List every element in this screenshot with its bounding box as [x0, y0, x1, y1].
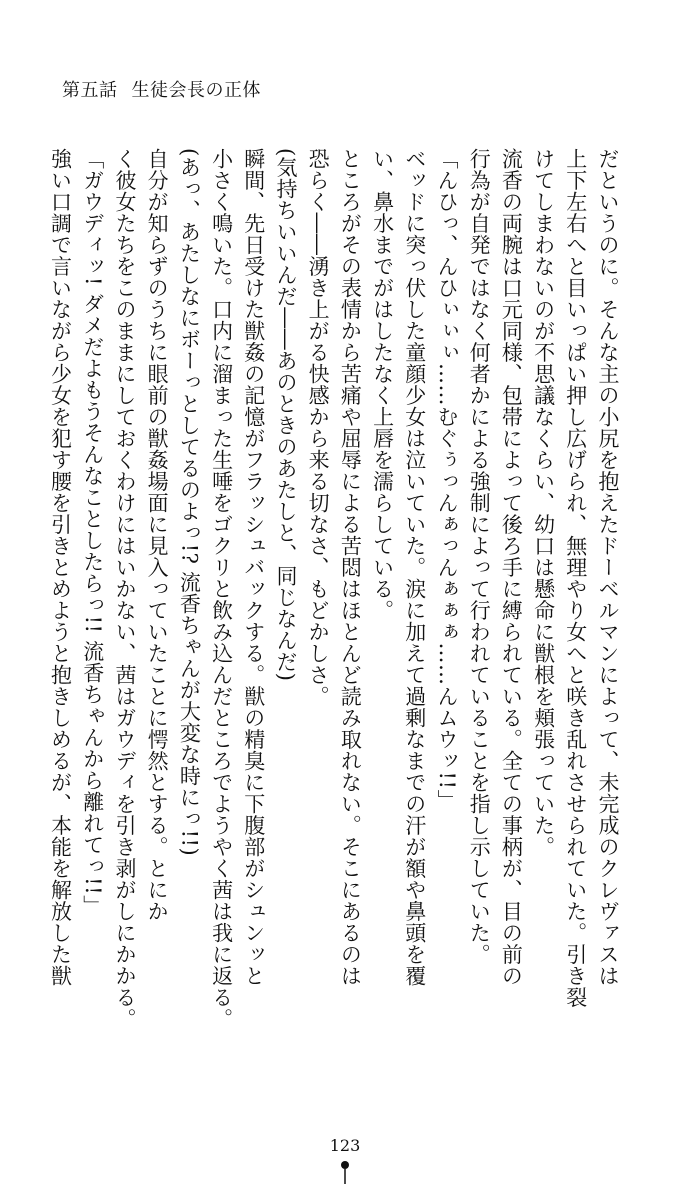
- text-line: 自分が知らずのうちに眼前の獣姦場面に見入っていたことに愕然とする。とにか: [145, 148, 170, 922]
- text-line: けてしまわないのが不思議なくらい、幼口は懸命に獣根を頬張っていた。: [531, 148, 556, 858]
- text-line: 「ガウディッ! ダメだよもうそんなことしたらっ!! 流香ちゃんから離れてっ!!」: [80, 148, 105, 917]
- chapter-title: 生徒会長の正体: [131, 80, 261, 101]
- text-line: 強い口調で言いながら少女を犯す腰を引きとめようと抱きしめるが、本能を解放した獣: [48, 148, 73, 987]
- text-line: 「んひっ、んひぃぃぃ……むぐぅっんぁっんぁぁぁ……んムウッ!!」: [434, 148, 459, 811]
- text-line: 行為が自発ではなく何者かによる強制によって行われていることを指し示していた。: [467, 148, 492, 965]
- text-line: ベッドに突っ伏した童顔少女は泣いていた。涙に加えて過剰なまでの汗が額や鼻頭を覆: [402, 148, 427, 987]
- text-line: だというのに。そんな主の小尻を抱えたドーベルマンによって、未完成のクレヴァスは: [596, 148, 620, 987]
- text-line: く彼女たちをこのままにしておくわけにはいかない、茜はガウディを引き剥がしにかかる。: [112, 148, 137, 1030]
- text-line: 上下左右へと目いっぱい押し広げられ、無理やり女へと咲き乱れさせられていた。引き裂: [563, 148, 588, 1008]
- running-header: [62, 76, 261, 102]
- chapter-label: 第五話: [62, 80, 118, 101]
- folio-dot-icon: [339, 1160, 351, 1184]
- text-line: 恐らく――湧き上がる快感から来る切なさ、もどかしさ。: [306, 148, 331, 707]
- text-line: 瞬間、先日受けた獣姦の記憶がフラッシュバックする。獣の精臭に下腹部がシュンッと: [241, 148, 266, 987]
- text-line: (あっ、あたしなにボーっとしてるのよっ!? 流香ちゃんが大変な時にっ!!): [177, 148, 202, 857]
- text-line: 流香の両腕は口元同様、包帯によって後ろ手に縛られている。全ての事柄が、目の前の: [499, 148, 524, 987]
- text-line: ところがその表情から苦痛や屈辱による苦悶はほとんど読み取れない。そこにあるのは: [338, 148, 363, 987]
- text-line: (気持ちいいんだ――あのときのあたしと、同じなんだ): [273, 148, 298, 682]
- text-line: い、鼻水までがはしたなく上唇を濡らしている。: [370, 148, 395, 621]
- text-line: 小さく鳴いた。口内に溜まった生唾をゴクリと飲み込んだところでようやく茜は我に返る。: [209, 148, 234, 1030]
- page-number: 123: [329, 1136, 361, 1155]
- vertical-body-text: [48, 148, 624, 1030]
